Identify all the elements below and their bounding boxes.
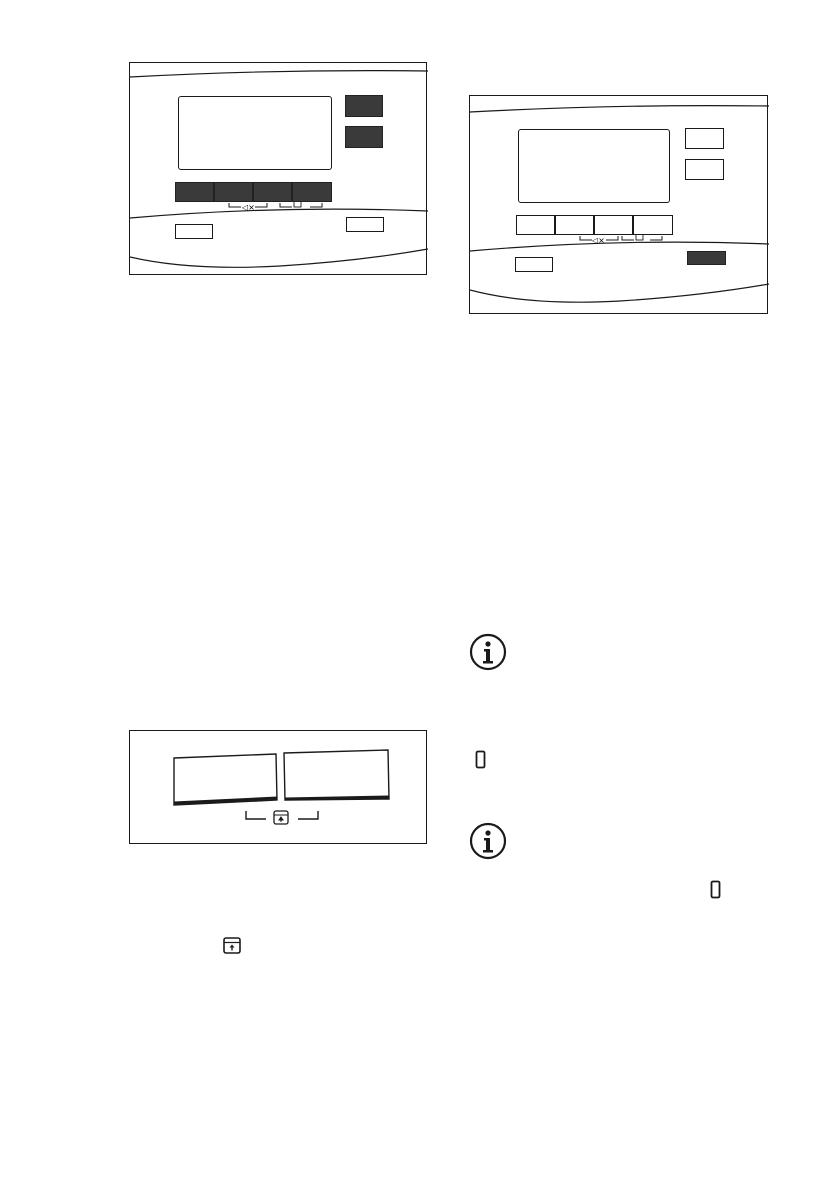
- button-pair-drawing: [130, 731, 428, 845]
- start-pause-button[interactable]: [687, 251, 726, 265]
- option-button-2[interactable]: [555, 215, 594, 235]
- on-off-button[interactable]: [175, 224, 213, 239]
- option-button-top-right[interactable]: [345, 95, 383, 117]
- option-button-3[interactable]: [594, 215, 633, 235]
- control-panel-figure-2: [469, 95, 768, 314]
- control-panel-figure-1: [129, 62, 427, 275]
- option-button-mid-right[interactable]: [685, 159, 724, 180]
- option-button-4[interactable]: [292, 182, 332, 202]
- start-pause-button[interactable]: [346, 217, 384, 232]
- info-icon: [469, 633, 507, 671]
- option-button-2[interactable]: [214, 182, 253, 202]
- svg-text:◁×: ◁×: [592, 236, 605, 245]
- option-button-1[interactable]: [175, 182, 214, 202]
- option-button-top-right[interactable]: [685, 128, 724, 149]
- option-button-mid-right[interactable]: [345, 126, 383, 148]
- button-pair-figure: [129, 730, 427, 844]
- option-button-4[interactable]: [633, 215, 673, 235]
- child-lock-icon: [222, 936, 244, 956]
- option-button-3[interactable]: [253, 182, 292, 202]
- option-button-1[interactable]: [516, 215, 555, 235]
- display-screen: [518, 129, 670, 203]
- on-off-button[interactable]: [515, 257, 553, 272]
- svg-text:◁×: ◁×: [242, 203, 255, 212]
- info-icon: [469, 822, 507, 860]
- display-zero-icon: [475, 750, 487, 770]
- display-screen: [178, 96, 332, 170]
- display-zero-icon: [710, 880, 722, 900]
